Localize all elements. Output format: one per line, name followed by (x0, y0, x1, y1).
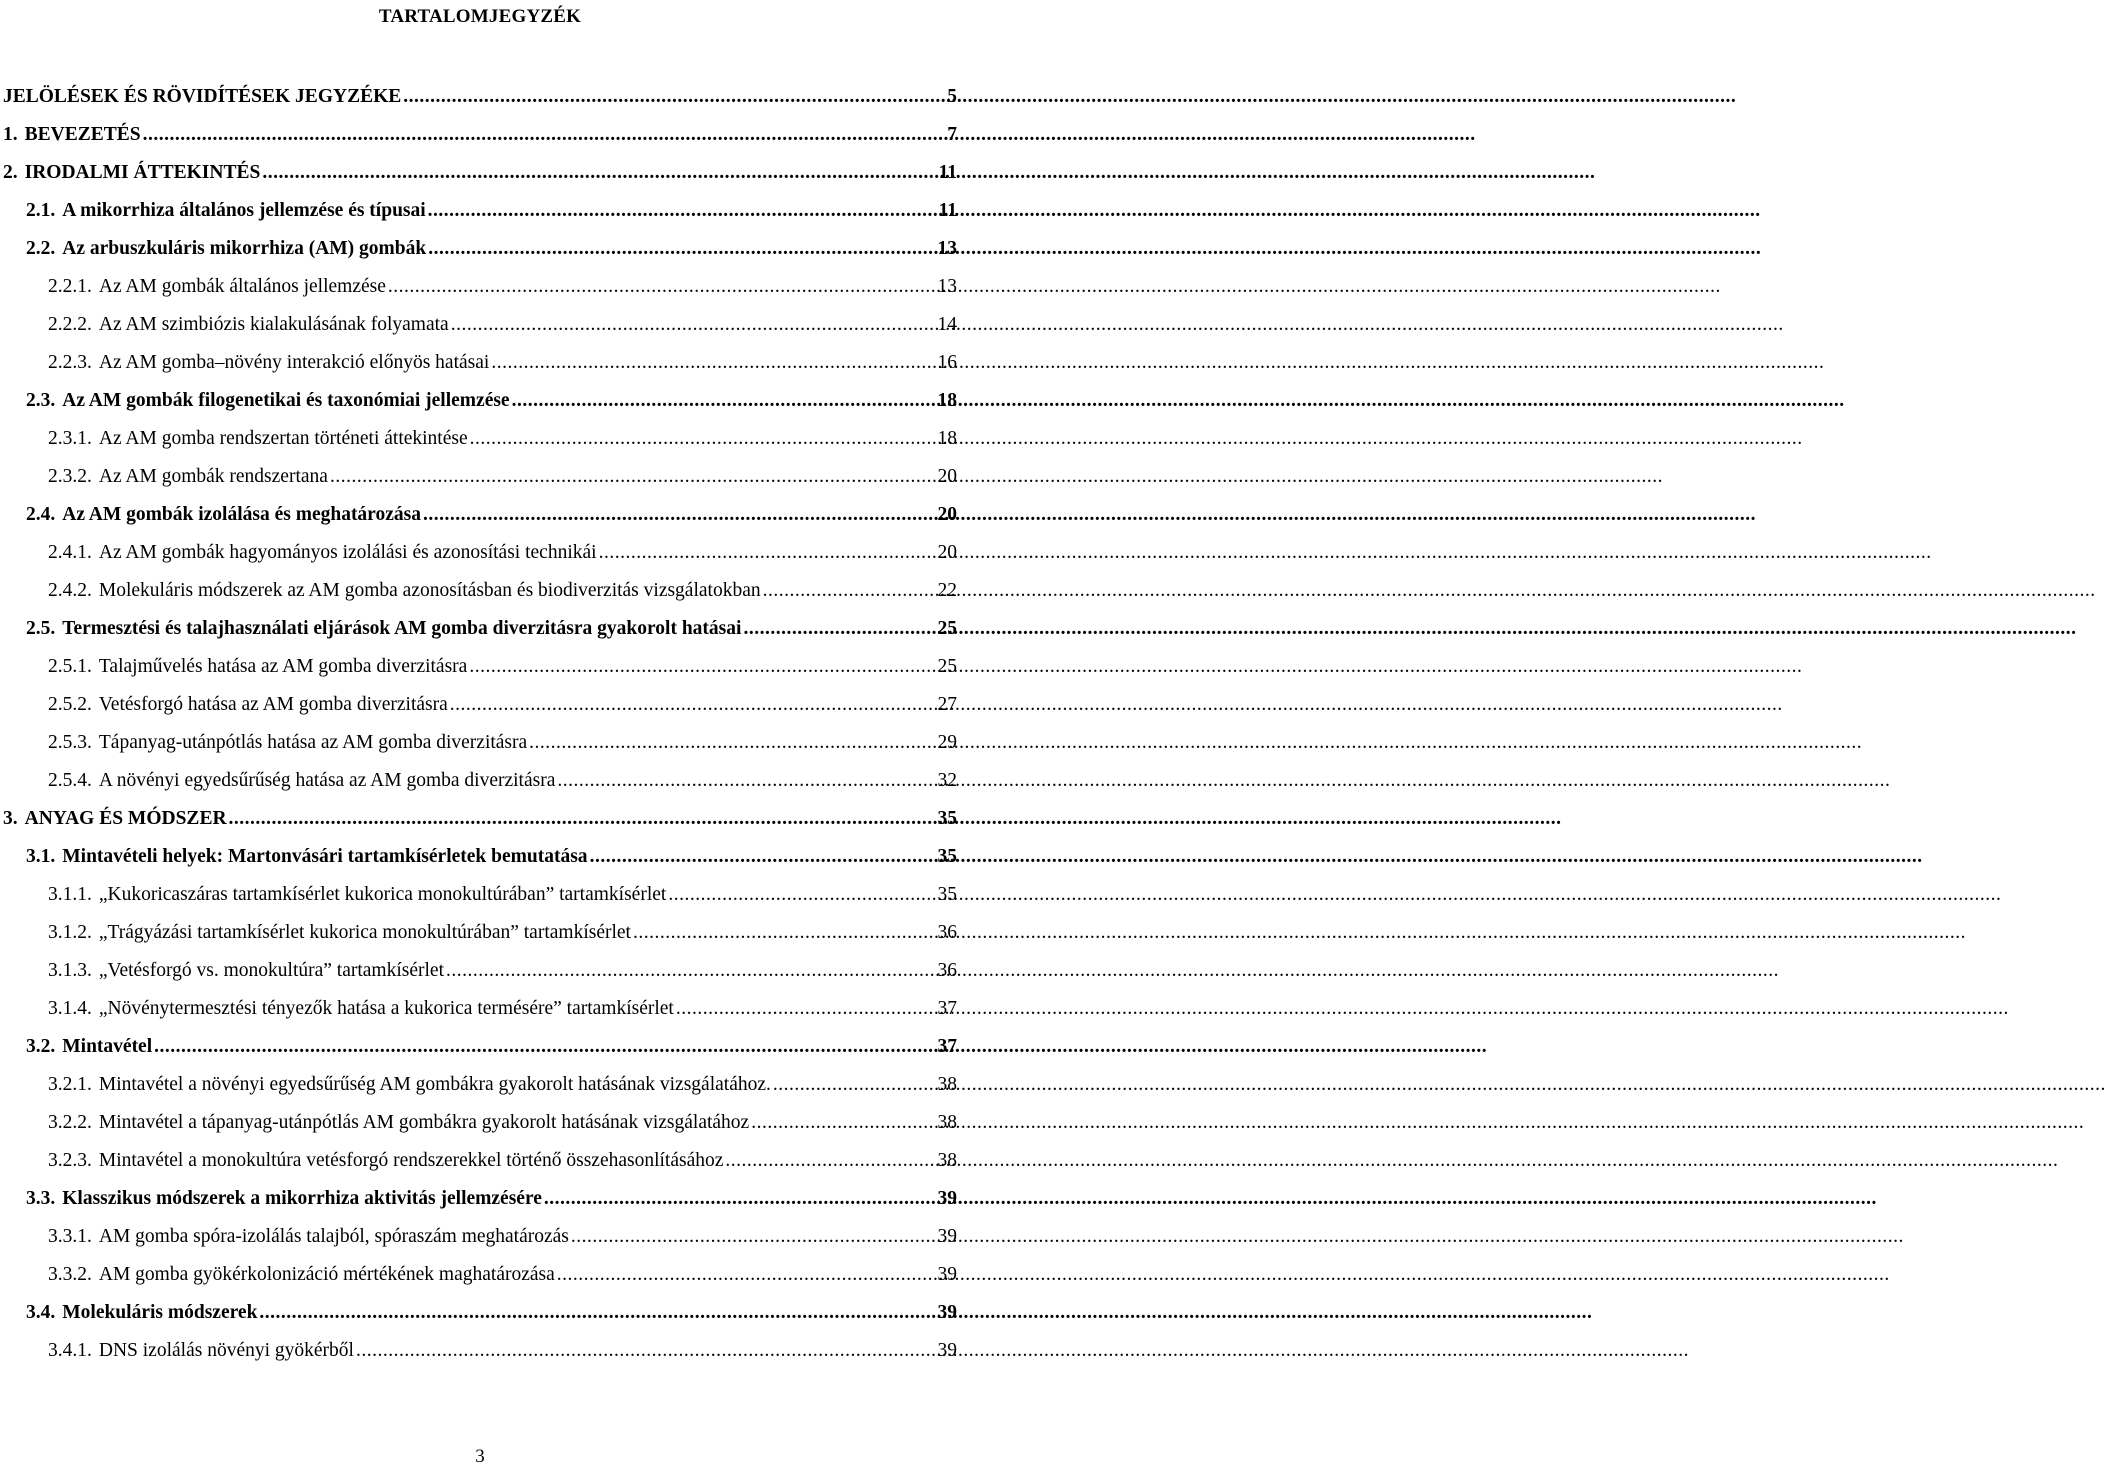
toc-dot-leader (725, 1142, 935, 1180)
toc-dot-leader (423, 496, 936, 534)
toc-entry[interactable] (26, 192, 957, 230)
toc-entry-page: 36 (937, 960, 957, 981)
toc-entry[interactable] (48, 1142, 957, 1180)
toc-entry-number: 2. (3, 162, 18, 183)
toc-entry[interactable] (48, 572, 957, 610)
toc-dot-leader (529, 724, 935, 762)
toc-entry-number: 2.5. (26, 618, 56, 639)
page-number: 3 (475, 1446, 485, 1467)
toc-entry[interactable] (48, 420, 957, 458)
toc-entry[interactable] (48, 914, 957, 952)
toc-entry[interactable] (48, 1104, 957, 1142)
toc-dot-leader (450, 686, 936, 724)
toc-entry-number: 2.4. (26, 504, 56, 525)
toc-dot-leader (668, 876, 935, 914)
toc-entry-title: JELÖLÉSEK ÉS RÖVIDÍTÉSEK JEGYZÉKE (3, 86, 402, 107)
toc-entry-title: Az AM gombák izolálása és meghatározása (62, 504, 421, 525)
toc-entry-number: 3.2. (26, 1036, 56, 1057)
toc-entry-number: 3.2.3. (48, 1150, 92, 1171)
toc-dot-leader (599, 534, 936, 572)
toc-entry-number: 3.1.4. (48, 998, 92, 1019)
toc-entry[interactable] (48, 534, 957, 572)
toc-entry-number: 3.1.3. (48, 960, 92, 981)
toc-entry-title: Molekuláris módszerek az AM gomba azonosításban és biodiverzitás vizsgálatokban (98, 580, 761, 601)
toc-entry[interactable] (3, 800, 957, 838)
toc-dot-leader (262, 154, 936, 192)
toc-entry-number: 3.1.1. (48, 884, 92, 905)
toc-dot-leader (469, 648, 935, 686)
toc-entry-title: „Vetésforgó vs. monokultúra” tartamkísérlet (98, 960, 445, 981)
toc-entry-page: 22 (937, 580, 957, 601)
toc-entry[interactable] (48, 686, 957, 724)
toc-entry-number: 3.1.2. (48, 922, 92, 943)
toc-entry-title: AM gomba gyökérkolonizáció mértékének maghatározása (98, 1264, 555, 1285)
toc-entry-page: 38 (937, 1150, 957, 1171)
toc-dot-leader (633, 914, 936, 952)
toc-entry-title: Termesztési és talajhasználati eljárások AM gomba diverzitásra gyakorolt hatásai (62, 618, 742, 639)
toc-entry-title: Az AM gombák hagyományos izolálási és azonosítási technikái (98, 542, 597, 563)
toc-dot-leader (557, 762, 935, 800)
toc-entry[interactable] (48, 762, 957, 800)
toc-entry[interactable] (3, 78, 957, 116)
toc-dot-leader (446, 952, 935, 990)
toc-entry-title: Vetésforgó hatása az AM gomba diverzitásra (98, 694, 448, 715)
toc-entry[interactable] (48, 306, 957, 344)
toc-entry-page: 20 (937, 504, 957, 525)
toc-entry[interactable] (48, 876, 957, 914)
toc-entry-title: Az AM gomba–növény interakció előnyös hatásai (98, 352, 490, 373)
toc-entry[interactable] (48, 344, 957, 382)
toc-dot-leader (154, 1028, 935, 1066)
toc-dot-leader (773, 1066, 936, 1104)
toc-entry-title: A mikorrhiza általános jellemzése és típusai (62, 200, 426, 221)
toc-entry[interactable] (26, 838, 957, 876)
toc-dot-leader (403, 78, 945, 116)
toc-entry-page: 37 (937, 1036, 957, 1057)
toc-entry-title: Az AM gombák filogenetikai és taxonómiai jellemzése (62, 390, 510, 411)
toc-entry-page: 5 (947, 86, 957, 107)
toc-entry-number: 3.2.1. (48, 1074, 92, 1095)
toc-entry[interactable] (3, 116, 957, 154)
toc-entry[interactable] (26, 610, 957, 648)
toc-entry-page: 14 (937, 314, 957, 335)
toc-entry[interactable] (26, 1294, 957, 1332)
toc-entry-page: 20 (937, 542, 957, 563)
toc-entry-page: 39 (937, 1264, 957, 1285)
toc-entry-title: A növényi egyedsűrűség hatása az AM gomba diverzitásra (98, 770, 556, 791)
toc-entry[interactable] (48, 1066, 957, 1104)
toc-entry-page: 25 (937, 656, 957, 677)
toc-entry-title: Mintavétel a tápanyag-utánpótlás AM gombákra gyakorolt hatásának vizsgálatához (98, 1112, 750, 1133)
toc-entry-number: 3.2.2. (48, 1112, 92, 1133)
toc-entry[interactable] (48, 724, 957, 762)
toc-entry-title: ANYAG ÉS MÓDSZER (24, 808, 227, 829)
toc-entry-page: 35 (937, 846, 957, 867)
toc-entry-number: 2.5.2. (48, 694, 92, 715)
toc-entry-number: 2.5.4. (48, 770, 92, 791)
toc-dot-leader (571, 1218, 936, 1256)
toc-entry-page: 35 (937, 808, 957, 829)
toc-entry-number: 2.5.3. (48, 732, 92, 753)
toc-entry-page: 13 (937, 238, 957, 259)
toc-dot-leader (743, 610, 935, 648)
toc-entry-number: 2.1. (26, 200, 56, 221)
toc-entry[interactable] (48, 648, 957, 686)
toc-entry-number: 3.3.1. (48, 1226, 92, 1247)
toc-entry-page: 39 (937, 1340, 957, 1361)
toc-dot-leader (388, 268, 936, 306)
toc-dot-leader (751, 1104, 935, 1142)
toc-entry[interactable] (26, 230, 957, 268)
toc-entry-number: 2.2. (26, 238, 56, 259)
toc-entry[interactable] (26, 1180, 957, 1218)
toc-dot-leader (330, 458, 936, 496)
toc-entry-page: 38 (937, 1112, 957, 1133)
toc-entry-title: Talajművelés hatása az AM gomba diverzitásra (98, 656, 468, 677)
toc-entry-page: 36 (937, 922, 957, 943)
toc-entry-title: „Trágyázási tartamkísérlet kukorica monokultúrában” tartamkísérlet (98, 922, 631, 943)
toc-entry-title: Mintavétel a monokultúra vetésforgó rendszerekkel történő összehasonlításához (98, 1150, 724, 1171)
toc-entry-number: 3.4.1. (48, 1340, 92, 1361)
toc-entry[interactable] (48, 1218, 957, 1256)
toc-entry-title: Molekuláris módszerek (62, 1302, 258, 1323)
toc-entry-page: 7 (947, 124, 957, 145)
toc-entry[interactable] (48, 458, 957, 496)
toc-dot-leader (356, 1332, 936, 1370)
toc-entry-number: 2.3. (26, 390, 56, 411)
toc-entry-number: 3. (3, 808, 18, 829)
toc-entry-page: 20 (937, 466, 957, 487)
toc-entry-page: 13 (937, 276, 957, 297)
toc-dot-leader (676, 990, 936, 1028)
toc-dot-leader (259, 1294, 935, 1332)
toc-entry-page: 39 (937, 1226, 957, 1247)
toc-entry[interactable] (48, 990, 957, 1028)
toc-dot-leader (512, 382, 936, 420)
toc-entry-page: 37 (937, 998, 957, 1019)
toc-entry-page: 39 (937, 1302, 957, 1323)
toc-entry-page: 32 (937, 770, 957, 791)
toc-entry[interactable] (3, 154, 957, 192)
toc-entry[interactable] (48, 268, 957, 306)
toc-entry-page: 18 (937, 390, 957, 411)
toc-entry-number: 3.3. (26, 1188, 56, 1209)
toc-entry-number: 3.1. (26, 846, 56, 867)
toc-dot-leader (470, 420, 936, 458)
toc-entry-title: Mintavétel (62, 1036, 153, 1057)
toc-dot-leader (544, 1180, 936, 1218)
toc-entry-page: 11 (938, 200, 957, 221)
toc-entry-number: 2.2.2. (48, 314, 92, 335)
toc-entry-title: Mintavételi helyek: Martonvásári tartamkísérletek bemutatása (62, 846, 588, 867)
toc-entry-number: 2.4.2. (48, 580, 92, 601)
toc-entry-title: Klasszikus módszerek a mikorrhiza aktivitás jellemzésére (62, 1188, 542, 1209)
toc-entry-page: 39 (937, 1188, 957, 1209)
toc-entry-page: 38 (937, 1074, 957, 1095)
toc-entry-title: Mintavétel a növényi egyedsűrűség AM gombákra gyakorolt hatásának vizsgálatához. (98, 1074, 771, 1095)
toc-entry[interactable] (48, 952, 957, 990)
toc-dot-leader (763, 572, 936, 610)
toc-dot-leader (451, 306, 936, 344)
toc-entry-title: Tápanyag-utánpótlás hatása az AM gomba diverzitásra (98, 732, 528, 753)
toc-entry-number: 2.2.1. (48, 276, 92, 297)
toc-dot-leader (590, 838, 936, 876)
toc-entry-number: 3.4. (26, 1302, 56, 1323)
toc-dot-leader (491, 344, 935, 382)
toc-entry-page: 16 (937, 352, 957, 373)
toc-entry-number: 2.3.2. (48, 466, 92, 487)
toc-dot-leader (428, 192, 937, 230)
toc-entry-title: Az AM szimbiózis kialakulásának folyamata (98, 314, 449, 335)
page-title: TARTALOMJEGYZÉK (378, 6, 582, 27)
toc-dot-leader (428, 230, 935, 268)
toc-entry-page: 11 (938, 162, 957, 183)
toc-entry[interactable] (26, 1028, 957, 1066)
toc-entry-page: 27 (937, 694, 957, 715)
toc-entry-page: 35 (937, 884, 957, 905)
toc-entry-number: 2.2.3. (48, 352, 92, 373)
toc-dot-leader (557, 1256, 936, 1294)
toc-entry-number: 1. (3, 124, 18, 145)
toc-dot-leader (143, 116, 946, 154)
toc-entry-title: AM gomba spóra-izolálás talajból, spóraszám meghatározás (98, 1226, 569, 1247)
toc-entry-title: BEVEZETÉS (24, 124, 141, 145)
toc-entry-page: 25 (937, 618, 957, 639)
toc-entry-title: „Növénytermesztési tényezők hatása a kukorica termésére” tartamkísérlet (98, 998, 674, 1019)
toc-entry-title: „Kukoricaszáras tartamkísérlet kukorica monokultúrában” tartamkísérlet (98, 884, 667, 905)
toc-entry-title: IRODALMI ÁTTEKINTÉS (24, 162, 261, 183)
toc-entry[interactable] (48, 1332, 957, 1370)
toc-entry[interactable] (26, 382, 957, 420)
toc-entry-number: 2.4.1. (48, 542, 92, 563)
toc-entry-page: 29 (937, 732, 957, 753)
toc-entry-number: 2.3.1. (48, 428, 92, 449)
toc-entry-title: DNS izolálás növényi gyökérből (98, 1340, 354, 1361)
toc-entry-title: Az AM gombák általános jellemzése (98, 276, 386, 297)
toc-entry-title: Az arbuszkuláris mikorrhiza (AM) gombák (62, 238, 427, 259)
toc-entry[interactable] (48, 1256, 957, 1294)
toc-entry-number: 3.3.2. (48, 1264, 92, 1285)
toc-entry-page: 18 (937, 428, 957, 449)
toc-entry-title: Az AM gomba rendszertan történeti áttekintése (98, 428, 468, 449)
toc-entry-number: 2.5.1. (48, 656, 92, 677)
toc-dot-leader (229, 800, 936, 838)
toc-entry-title: Az AM gombák rendszertana (98, 466, 328, 487)
toc-entry[interactable] (26, 496, 957, 534)
